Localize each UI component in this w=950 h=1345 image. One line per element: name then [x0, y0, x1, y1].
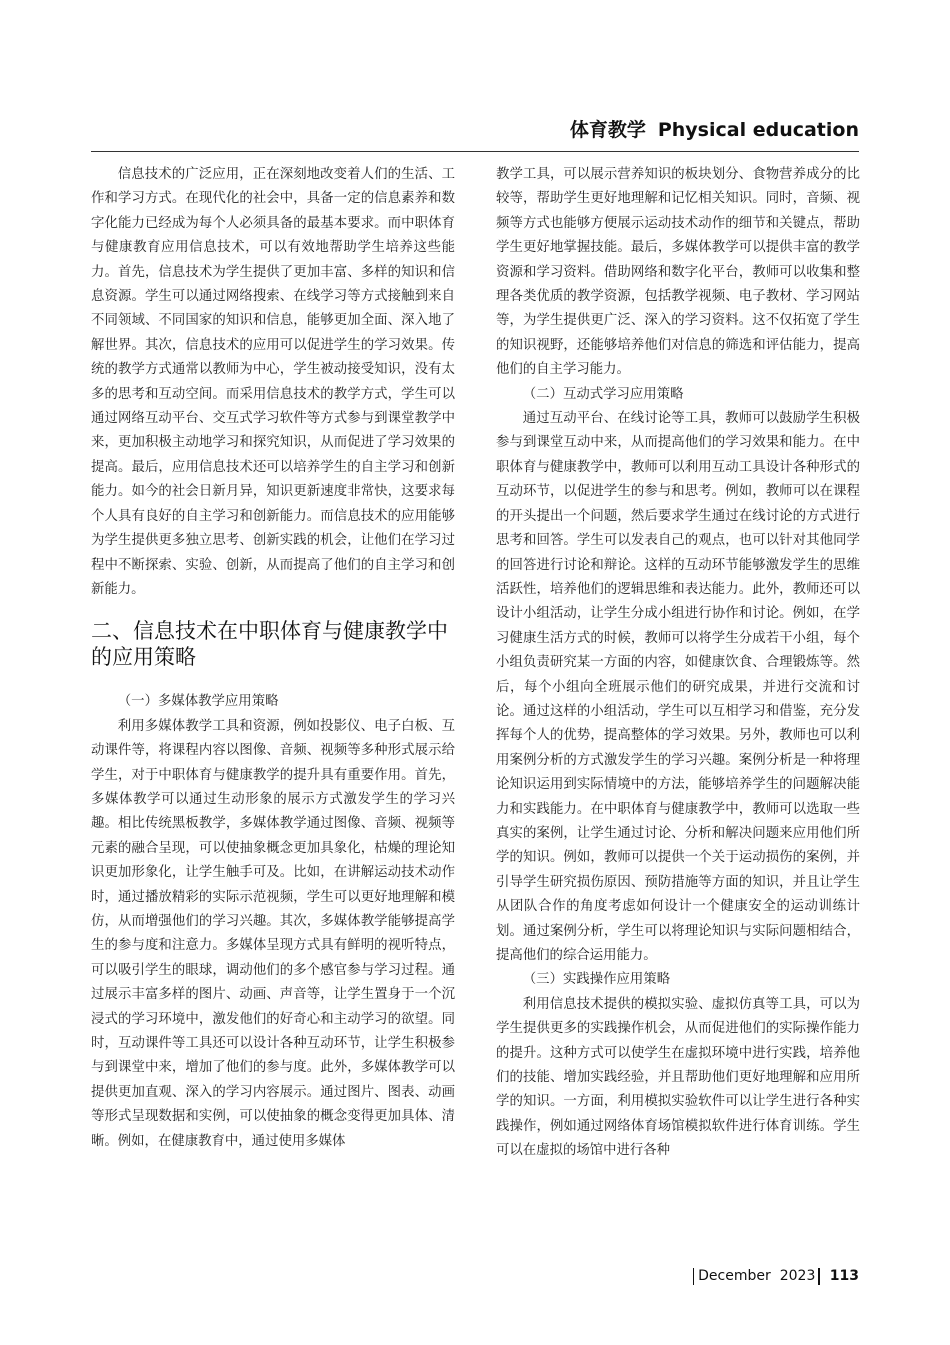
- footer-divider: [818, 1268, 819, 1285]
- issue-year: 2023: [779, 1268, 816, 1284]
- page-footer: [693, 1266, 859, 1286]
- subheading-interactive: （二）互动式学习应用策略: [522, 386, 684, 402]
- paragraph-multimedia: 利用多媒体教学工具和资源，例如投影仪、电子白板、互动课件等，将课程内容以图像、音频、视频等多种形式展示给学生，对于中职体育与健康教学的提升具有重要作用。首先，多媒体教学可以通过生动形象的展示方式激发学生的学习兴趣。相比传统黑板教学，多媒体教学通过图像、音频、视频等元素的融合呈现，可以使抽象概念更加具象化，枯燥的理论知识更加形象化，让学生触手可及。比如，在讲解运动技术动作时，通过播放精彩的实际示范视频，学生可以更好地理解和模仿，从而增强他们的学习兴趣。其次，多媒体教学能够提高学生的参与度和注意力。多媒体呈现方式具有鲜明的视听特点，可以吸引学生的眼球，调动他们的多个感官参与学习过程。通过展示丰富多样的图片、动画、声音等，让学生置身于一个沉浸式的学习环境中，激发他们的好奇心和主动学习的欲望。同时，互动课件等工具还可以设计各种互动环节，让学生积极参与到课堂中来，增加了他们的参与度。此外，多媒体教学可以提供更加直观、深入的学习内容展示。通过图片、图表、动画等形式呈现数据和实例，可以使抽象的概念变得更加具体、清晰。例如，在健康教育中，通过使用多媒体: [91, 718, 455, 1149]
- paragraph-multimedia-continued: 教学工具，可以展示营养知识的板块划分、食物营养成分的比较等，帮助学生更好地理解和记忆相关知识。同时，音频、视频等方式也能够方便展示运动技术动作的细节和关键点，帮助学生更好地掌握技能。最后，多媒体教学可以提供丰富的教学资源和学习资料。借助网络和数字化平台，教师可以收集和整理各类优质的教学资源，包括教学视频、电子教材、学习网站等，为学生提供更广泛、深入的学习资料。这不仅拓宽了学生的知识视野，还能够培养他们对信息的筛选和评估能力，提高他们的自主学习能力。: [496, 167, 860, 378]
- header-rule: [91, 151, 859, 152]
- section-title-cn: 体育教学: [569, 119, 646, 141]
- paragraph-practice: 利用信息技术提供的模拟实验、虚拟仿真等工具，可以为学生提供更多的实践操作机会，从而促进他们的实际操作能力的提升。这种方式可以使学生在虚拟环境中进行实践，培养他们的技能、增加实践经验，并且帮助他们更好地理解和应用所学的知识。一方面，利用模拟实验软件可以让学生进行各种实践操作，例如通过网络体育场馆模拟软件进行体育训练。学生可以在虚拟的场馆中进行各种: [496, 996, 860, 1159]
- section-heading: 二、信息技术在中职体育与健康教学中的应用策略: [91, 619, 448, 670]
- issue-month: December: [698, 1268, 771, 1284]
- subheading-multimedia: （一）多媒体教学应用策略: [117, 694, 279, 710]
- page-number: 113: [829, 1268, 859, 1284]
- subheading-practice: （三）实践操作应用策略: [522, 972, 671, 988]
- intro-paragraph: 信息技术的广泛应用，正在深刻地改变着人们的生活、工作和学习方式。在现代化的社会中，具备一定的信息素养和数字化能力已经成为每个人必须具备的最基本要求。而中职体育与健康教育应用信息技术，可以有效地帮助学生培养这些能力。首先，信息技术为学生提供了更加丰富、多样的知识和信息资源。学生可以通过网络搜索、在线学习等方式接触到来自不同领域、不同国家的知识和信息，能够更加全面、深入地了解世界。其次，信息技术的应用可以促进学生的学习效果。传统的教学方式通常以教师为中心，学生被动接受知识，没有太多的思考和互动空间。而采用信息技术的教学方式，学生可以通过网络互动平台、交互式学习软件等方式参与到课堂教学中来，更加积极主动地学习和探究知识，从而促进了学习效果的提高。最后，应用信息技术还可以培养学生的自主学习和创新能力。如今的社会日新月异，知识更新速度非常快，这要求每个人具有良好的自主学习和创新能力。而信息技术的应用能够为学生提供更多独立思考、创新实践的机会，让他们在学习过程中不断探索、实验、创新，从而提高了他们的自主学习和创新能力。: [91, 167, 455, 597]
- right-column: [496, 163, 860, 1164]
- left-column: [91, 163, 455, 1154]
- section-title-en: Physical education: [657, 119, 859, 141]
- running-head: [570, 115, 859, 143]
- footer-divider: [693, 1268, 694, 1285]
- paragraph-interactive: 通过互动平台、在线讨论等工具，教师可以鼓励学生积极参与到课堂互动中来，从而提高他们的学习效果和能力。在中职体育与健康教学中，教师可以利用互动工具设计各种形式的互动环节，以促进学生的参与和思考。例如，教师可以在课程的开头提出一个问题，然后要求学生通过在线讨论的方式进行思考和回答。学生可以发表自己的观点，也可以针对其他同学的回答进行讨论和辩论。这样的互动环节能够激发学生的思维活跃性，培养他们的逻辑思维和表达能力。此外，教师还可以设计小组活动，让学生分成小组进行协作和讨论。例如，在学习健康生活方式的时候，教师可以将学生分成若干小组，每个小组负责研究某一方面的内容，如健康饮食、合理锻炼等。然后，每个小组向全班展示他们的研究成果，并进行交流和讨论。通过这样的小组活动，学生可以互相学习和借鉴，充分发挥每个人的优势，提高整体的学习效果。另外，教师也可以利用案例分析的方式激发学生的学习兴趣。案例分析是一种将理论知识运用到实际情境中的方法，能够培养学生的问题解决能力和实践能力。在中职体育与健康教学中，教师可以选取一些真实的案例，让学生通过讨论、分析和解决问题来应用他们所学的知识。例如，教师可以提供一个关于运动损伤的案例，并引导学生研究损伤原因、预防措施等方面的知识，并且让学生从团队合作的角度考虑如何设计一个健康安全的运动训练计划。通过案例分析，学生可以将理论知识与实际问题相结合，提高他们的综合运用能力。: [496, 411, 860, 963]
